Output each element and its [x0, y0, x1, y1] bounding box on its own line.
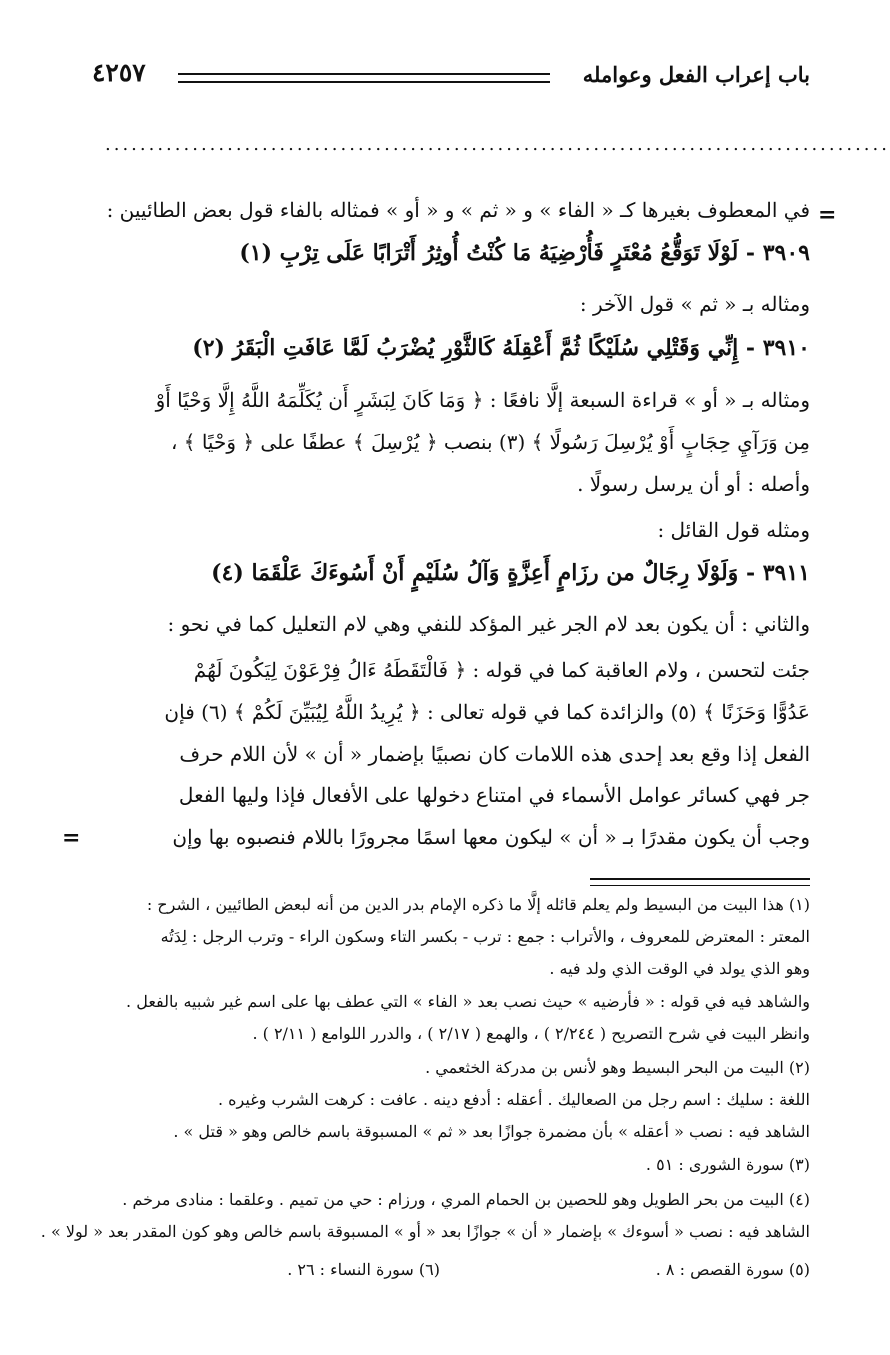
body-line: الفعل إذا وقع بعد إحدى هذه اللامات كان نصبيًا بإضمار « أن » لأن اللام حرف: [179, 742, 810, 766]
verse-3909: ٣٩٠٩ - لَوْلَا تَوَقُّعُ مُعْتَرٍ فَأُرْضِيَهُ مَا كُنْتُ أُوثِرُ أَتْرَابًا عَلَى تِرْبِ (١): [239, 240, 810, 266]
footnote-line: (٢) البيت من البحر البسيط وهو لأنس بن مدركة الخثعمي .: [425, 1058, 810, 1077]
body-line: جر فهي كسائر عوامل الأسماء في امتناع دخولها على الأفعال فإذا وليها الفعل: [178, 783, 810, 807]
footnote-line: والشاهد فيه في قوله : « فأرضيه » حيث نصب بعد « الفاء » التي عطف بها على اسم غير شبيه بالفعل .: [126, 992, 810, 1011]
continuation-mark-start: =: [818, 202, 837, 228]
footnote-line: اللغة : سليك : اسم رجل من الصعاليك . أعقله : أدفع دينه . عافت : كرهت الشرب وغيره .: [217, 1090, 810, 1109]
body-line: وجب أن يكون مقدرًا بـ « أن » ليكون معها اسمًا مجرورًا باللام فنصبوه بها وإن: [172, 825, 810, 849]
footnote-separator: [590, 878, 810, 886]
header-rule: [178, 73, 550, 83]
verse-3910: ٣٩١٠ - إِنِّي وَقَتْلِي سُلَيْكًا ثُمَّ أَعْقِلَهُ كَالثَّوْرِ يُضْرَبُ لَمَّا عَافَتِ الْبَقَرُ (٢): [192, 335, 810, 361]
footnote-line: الشاهد فيه : نصب « أعقله » بأن مضمرة جوازًا بعد « ثم » المسبوقة باسم خالص وهو « قتل » .: [173, 1122, 810, 1141]
continuation-mark-end: =: [62, 825, 81, 851]
footnote-line: (٣) سورة الشورى : ٥١ .: [645, 1155, 810, 1174]
body-line: في المعطوف بغيرها كـ « الفاء » و « ثم » و « أو » فمثاله بالفاء قول بعض الطائيين :: [106, 198, 810, 222]
ellipsis-separator: ..........................................................................................: [105, 134, 890, 155]
body-line: والثاني : أن يكون بعد لام الجر غير المؤكد للنفي وهي لام التعليل كما في نحو :: [167, 612, 810, 636]
verse-3911: ٣٩١١ - وَلَوْلَا رِجَالٌ من رزَامٍ أَعِزَّةٍ وَآلُ سُلَيْمٍ أَنْ أَسُوءَكَ عَلْقَمَا (٤): [211, 560, 810, 586]
page-number: ٤٢٥٧: [92, 58, 146, 87]
footnote-line: وهو الذي يولد في الوقت الذي ولد فيه .: [549, 959, 810, 978]
footnote-line: الشاهد فيه : نصب « أسوءك » بإضمار « أن » جوازًا بعد « أو » المسبوقة باسم خالص وهو كون المقدر بعد « لولا » .: [40, 1222, 810, 1241]
chapter-title: باب إعراب الفعل وعوامله: [582, 62, 810, 87]
body-line: عَدُوًّا وَحَزَنًا ﴾ (٥) والزائدة كما في قوله تعالى : ﴿ يُرِيدُ اللَّهُ لِيُبَيِّنَ لَكُمْ ﴾ (٦) فإن: [164, 700, 810, 724]
body-line: ومثله قول القائل :: [657, 518, 810, 542]
body-line: ومثاله بـ « أو » قراءة السبعة إلَّا نافعًا : ﴿ وَمَا كَانَ لِبَشَرٍ أَن يُكَلِّمَهُ اللَّهُ إِلَّا وَحْيًا أَوْ: [155, 388, 810, 412]
footnote-line: وانظر البيت في شرح التصريح ( ٢/٢٤٤ ) ، والهمع ( ٢/١٧ ) ، والدرر اللوامع ( ٢/١١ ) .: [252, 1024, 810, 1043]
footnote-line: (٥) سورة القصص : ٨ .: [655, 1260, 810, 1279]
footnote-line: (١) هذا البيت من البسيط ولم يعلم قائله إلَّا ما ذكره الإمام بدر الدين من أنه لبعض الطائيين ، الشرح :: [146, 895, 810, 914]
body-line: مِن وَرَآيِ حِجَابٍ أَوْ يُرْسِلَ رَسُولًا ﴾ (٣) بنصب ﴿ يُرْسِلَ ﴾ عطفًا على ﴿ وَحْيًا ﴾ ،: [170, 430, 810, 454]
body-line: ومثاله بـ « ثم » قول الآخر :: [579, 292, 810, 316]
body-line: جئت لتحسن ، ولام العاقبة كما في قوله : ﴿ فَالْتَقَطَهُ ءَالُ فِرْعَوْنَ لِيَكُونَ لَهُمْ: [193, 658, 810, 682]
body-line: وأصله : أو أن يرسل رسولًا .: [577, 472, 810, 496]
footnote-line: (٦) سورة النساء : ٢٦ .: [287, 1260, 440, 1279]
footnote-line: (٤) البيت من بحر الطويل وهو للحصين بن الحمام المري ، ورزام : حي من تميم . وعلقما : منادى مرخم .: [122, 1190, 810, 1209]
footnote-line: المعتر : المعترض للمعروف ، والأتراب : جمع : ترب - بكسر التاء وسكون الراء - وترب الرجل : لِدَتُه: [160, 927, 810, 946]
